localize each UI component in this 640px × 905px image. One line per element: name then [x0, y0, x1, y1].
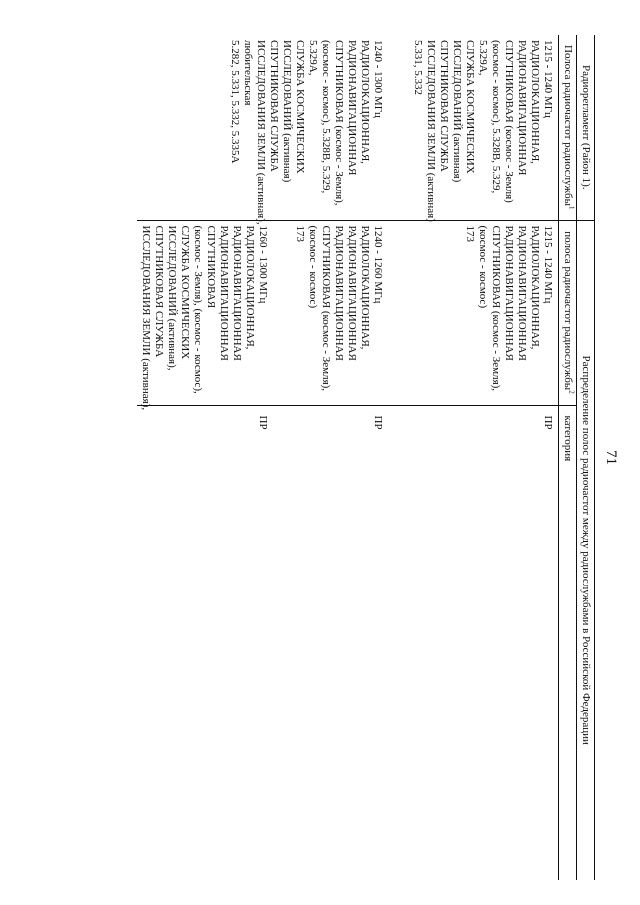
cell-line: РАДИОНАВИГАЦИОННАЯ: [346, 40, 359, 176]
cell-line: (космос - космос), 5.328В, 5.329,: [490, 40, 502, 194]
cell-line: ИССЛЕДОВАНИЙ (активная),: [166, 225, 179, 371]
cell-line: РАДИОЛОКАЦИОННАЯ,: [359, 225, 372, 350]
row2a-right-cell: [274, 220, 389, 405]
cell-line: СПУТНИКОВАЯ СЛУЖБА: [438, 40, 450, 172]
cell-line: 5.282, 5.331, 5.332, 5.335А: [229, 40, 242, 164]
cell-line: СПУТНИКОВАЯ СЛУЖБА: [268, 40, 281, 172]
cell-line: ИССЛЕДОВАНИЯ ЗЕМЛИ (активная),: [255, 40, 268, 225]
row1-category: ПР: [542, 415, 554, 430]
cell-line: 173: [464, 225, 476, 242]
cell-line: РАДИОЛОКАЦИОННАЯ,: [244, 225, 257, 350]
header-band: полоса радиочастот радиослужбы$^2$: [559, 220, 577, 405]
row1-left-cell: [389, 35, 559, 220]
cell-line: любительская: [242, 40, 255, 106]
cell-line: 1240 - 1260 МГц: [372, 225, 385, 304]
cell-line: РАДИОНАВИГАЦИОННАЯ: [231, 225, 244, 361]
cell-line: ИССЛЕДОВАНИЙ (активная): [281, 40, 294, 183]
cell-line: 5.329А,: [307, 40, 320, 76]
row1-right-cell: [389, 220, 559, 405]
cell-line: РАДИОНАВИГАЦИОННАЯ: [516, 40, 528, 176]
cell-line: ИССЛЕДОВАНИЯ ЗЕМЛИ (активная),: [140, 225, 153, 411]
cell-line: СПУТНИКОВАЯ (космос - Земля): [503, 40, 515, 203]
cell-line: РАДИОЛОКАЦИОННАЯ,: [529, 40, 541, 164]
cell-line: 1215 - 1240 МГц: [542, 225, 554, 304]
row2b-category: ПР: [257, 415, 270, 430]
cell-line: (космос - космос), 5.328В, 5.329,: [320, 40, 333, 194]
cell-line: (космос - космос): [307, 225, 320, 309]
frequency-allocation-table: [138, 35, 596, 880]
cell-line: 1260 - 1300 МГц: [257, 225, 270, 304]
cell-line: СПУТНИКОВАЯ (космос - Земля),: [320, 225, 333, 392]
cell-line: СЛУЖБА КОСМИЧЕСКИХ: [464, 40, 476, 174]
cell-line: РАДИОНАВИГАЦИОННАЯ: [516, 225, 528, 361]
page-number: 71: [603, 450, 619, 465]
cell-line: РАДИОЛОКАЦИОННАЯ,: [529, 225, 541, 350]
cell-line: (космос - Земля), (космос - космос),: [192, 225, 205, 394]
header-left-bottom: Полоса радиочастот радиослужбы$^1$: [559, 35, 577, 220]
cell-line: РАДИОЛОКАЦИОННАЯ,: [359, 40, 372, 164]
header-left-top: Радиорегламент (Район 1).: [577, 35, 595, 220]
cell-line: 1240 - 1300 МГц: [372, 40, 385, 118]
cell-line: РАДИОНАВИГАЦИОННАЯ: [218, 225, 231, 361]
cell-line: СЛУЖБА КОСМИЧЕСКИХ: [294, 40, 307, 174]
cell-line: РАДИОНАВИГАЦИОННАЯ: [333, 225, 346, 361]
cell-line: РАДИОНАВИГАЦИОННАЯ: [503, 225, 515, 361]
row2b-right-cell: [138, 220, 274, 411]
cell-line: СПУТНИКОВАЯ СЛУЖБА: [153, 225, 166, 358]
row2-left-cell: [138, 35, 389, 225]
cell-line: СПУТНИКОВАЯ: [205, 225, 218, 309]
cell-line: 173: [294, 225, 307, 242]
header-category: категория: [559, 405, 577, 880]
header-right-top: Распределение полос радиочастот между радиослужбами в Российской Федерации: [577, 220, 595, 880]
row2a-category: ПР: [372, 415, 385, 430]
cell-line: ИССЛЕДОВАНИЯ ЗЕМЛИ (активная): [425, 40, 437, 222]
cell-line: 5.329А,: [477, 40, 489, 76]
rotated-content: [65, 35, 625, 880]
cell-line: СЛУЖБА КОСМИЧЕСКИХ: [179, 225, 192, 360]
cell-line: РАДИОНАВИГАЦИОННАЯ: [346, 225, 359, 361]
cell-line: СПУТНИКОВАЯ (космос - Земля),: [333, 40, 346, 206]
cell-line: 5.331, 5.332: [412, 40, 424, 95]
cell-line: 1215 - 1240 МГц: [542, 40, 554, 118]
cell-line: (космос - космос): [477, 225, 489, 309]
cell-line: СПУТНИКОВАЯ (космос - Земля),: [490, 225, 502, 392]
cell-line: ИССЛЕДОВАНИЙ (активная): [451, 40, 463, 183]
